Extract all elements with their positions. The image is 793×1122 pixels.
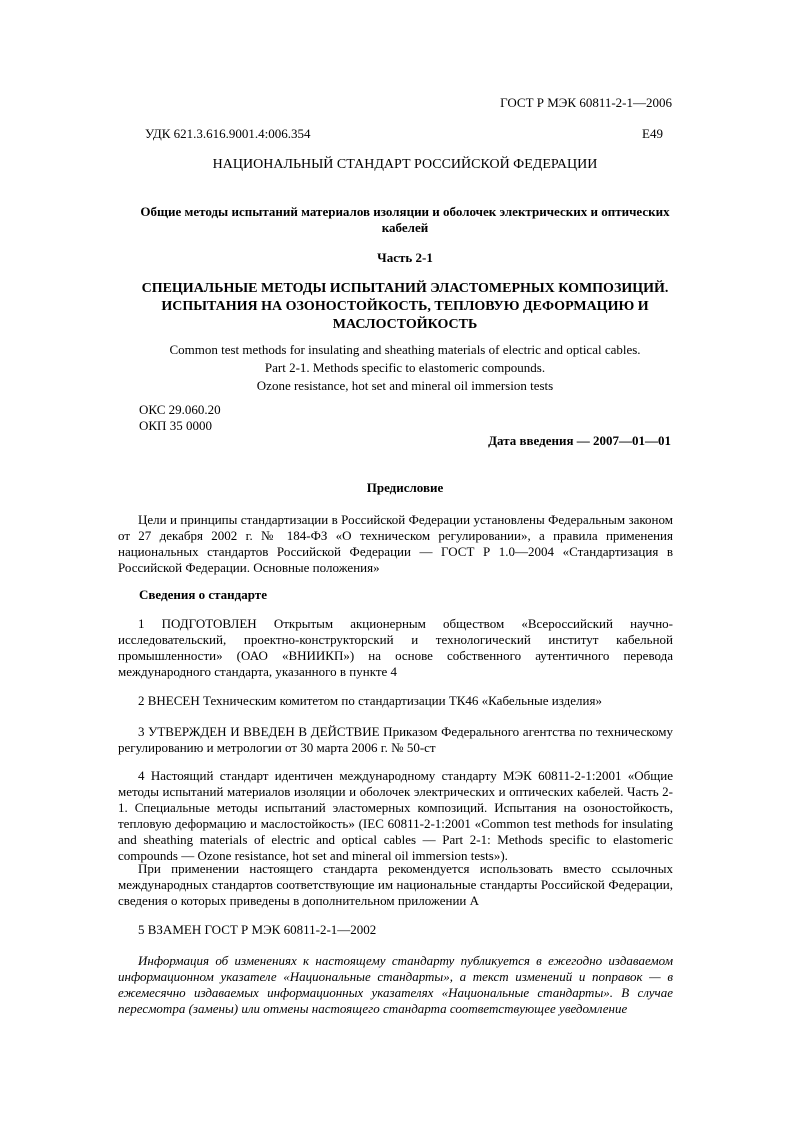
standard-info-heading: Сведения о стандарте bbox=[139, 587, 267, 602]
udk-code: УДК 621.3.616.9001.4:006.354 bbox=[145, 126, 311, 141]
preface-heading: Предисловие bbox=[366, 480, 444, 495]
changes-info-paragraph: Информация об изменениях к настоящему стандарту публикуется в ежегодно издаваемом информационном указателе «Национальные стандарты», а текст изменений и поправок — в ежемесячно издаваемых информационных указателях «Национальные стандарты». В случае пересмотра (замены) или отмены настоящего стандарта соответствующее уведомление bbox=[118, 953, 673, 1016]
part-number: Часть 2-1 bbox=[377, 250, 433, 265]
national-standard-title: НАЦИОНАЛЬНЫЙ СТАНДАРТ РОССИЙСКОЙ ФЕДЕРАЦИИ bbox=[212, 157, 598, 172]
info-item-4-note: При применении настоящего стандарта рекомендуется использовать вместо ссылочных международных стандартов соответствующие им национальные стандарты Российской Федерации, сведения о которых приведены в дополнительном приложении А bbox=[118, 861, 673, 908]
info-item-2: 2 ВНЕСЕН Техническим комитетом по стандартизации ТК46 «Кабельные изделия» bbox=[138, 693, 602, 708]
info-item-5: 5 ВЗАМЕН ГОСТ Р МЭК 60811-2-1—2002 bbox=[138, 922, 377, 937]
info-item-3: 3 УТВЕРЖДЕН И ВВЕДЕН В ДЕЙСТВИЕ Приказом Федерального агентства по техническому регулированию и метрологии от 30 марта 2006 г. № 50-ст bbox=[118, 724, 673, 755]
title-en-line-2: Part 2-1. Methods specific to elastomeric compounds. bbox=[264, 360, 546, 375]
general-title-ru: Общие методы испытаний материалов изоляции и оболочек электрических и оптических кабелей bbox=[140, 204, 670, 235]
intro-date: Дата введения — 2007—01—01 bbox=[488, 433, 671, 448]
okp-code: ОКП 35 0000 bbox=[139, 418, 212, 433]
preface-aims-paragraph: Цели и принципы стандартизации в Российской Федерации установлены Федеральным законом от 27 декабря 2002 г. № 184-ФЗ «О техническом регулировании», а правила применения национальных стандартов Российской Федерации — ГОСТ Р 1.0—2004 «Стандартизация в Российской Федерации. Основные положения» bbox=[118, 512, 673, 575]
special-title-ru: СПЕЦИАЛЬНЫЕ МЕТОДЫ ИСПЫТАНИЙ ЭЛАСТОМЕРНЫХ КОМПОЗИЦИЙ. ИСПЫТАНИЯ НА ОЗОНОСТОЙКОСТЬ, ТЕПЛОВУЮ ДЕФОРМАЦИЮ И МАСЛОСТОЙКОСТЬ bbox=[141, 281, 669, 332]
title-en bbox=[135, 341, 675, 395]
group-code: Е49 bbox=[642, 126, 663, 141]
info-item-1: 1 ПОДГОТОВЛЕН Открытым акционерным обществом «Всероссийский научно-исследовательский, проектно-конструкторский и технологический институт кабельной промышленности» (ОАО «ВНИИКП») на основе собственного аутентичного перевода международного стандарта, указанного в пункте 4 bbox=[118, 616, 673, 679]
title-en-line-1: Common test methods for insulating and sheathing materials of electric and optical cables. bbox=[169, 342, 641, 357]
info-item-4: 4 Настоящий стандарт идентичен международному стандарту МЭК 60811-2-1:2001 «Общие методы испытаний материалов изоляции и оболочек электрических и оптических кабелей. Часть 2-1. Специальные методы испытаний эластомерных композиций. Испытания на озоностойкость, тепловую деформацию и маслостойкость» (IEC 60811-2-1:2001 «Common test methods for insulating and sheathing materials of electric and optical cables — Part 2-1: Methods specific to elastomeric compounds — Ozone resistance, hot set and mineral oil immersion tests»). bbox=[118, 768, 673, 863]
title-en-line-3: Ozone resistance, hot set and mineral oil immersion tests bbox=[256, 378, 554, 393]
standard-code: ГОСТ Р МЭК 60811-2-1—2006 bbox=[500, 95, 672, 110]
oks-code: ОКС 29.060.20 bbox=[139, 402, 221, 417]
